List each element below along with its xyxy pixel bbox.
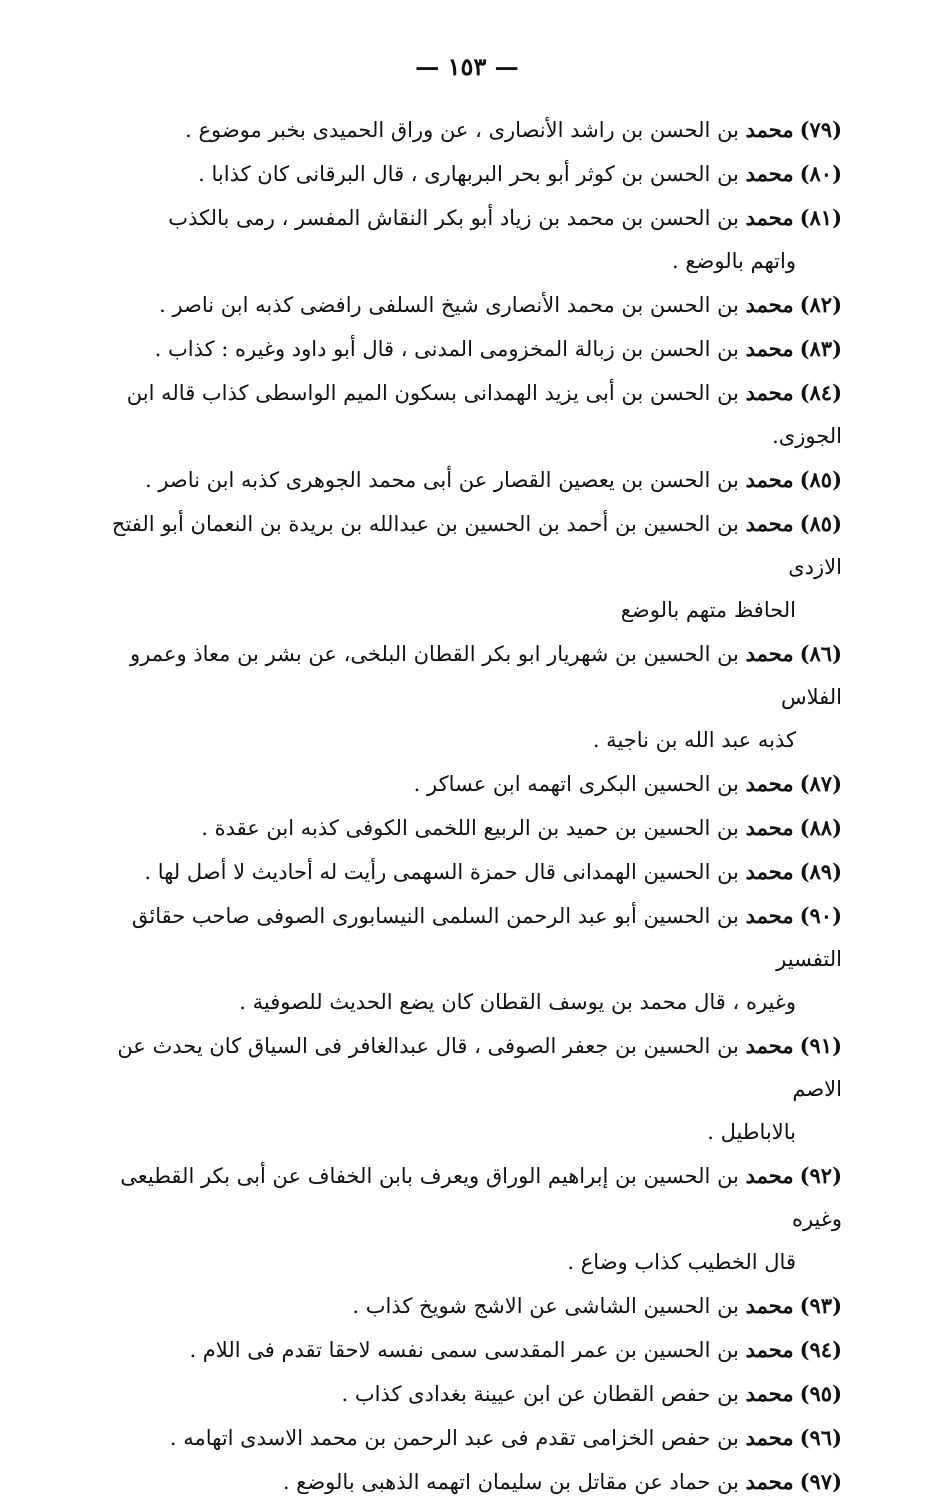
entry-text: بن حماد عن مقاتل بن سليمان اتهمه الذهبى بالوضع . <box>282 1470 739 1494</box>
entry-text: بن الحسين بن أحمد بن الحسين بن عبدالله بن بريدة بن النعمان أبو الفتح الازدى <box>111 512 842 579</box>
entry-number: (٨١) <box>799 205 842 230</box>
entry-number: (٨٠) <box>799 161 842 186</box>
list-item <box>82 196 842 283</box>
entry-name: محمد <box>745 161 794 186</box>
entry-number: (٨٥) <box>799 467 842 492</box>
entry-number: (٩١) <box>799 1033 842 1058</box>
entry-name: محمد <box>745 1469 794 1494</box>
list-item <box>82 371 842 458</box>
entry-number: (٨٥) <box>799 511 842 536</box>
entry-text: بن حفص القطان عن ابن عيينة بغدادى كذاب . <box>341 1382 739 1406</box>
entry-name: محمد <box>745 336 794 361</box>
entry-continuation: وغيره ، قال محمد بن يوسف القطان كان يضع الحديث للصوفية . <box>239 990 796 1014</box>
list-item <box>82 762 842 806</box>
entry-name: محمد <box>745 292 794 317</box>
entry-name: محمد <box>745 205 794 230</box>
entry-number: (٨٧) <box>799 771 842 796</box>
list-item <box>82 108 842 152</box>
entry-name: محمد <box>745 1381 794 1406</box>
list-item <box>82 1328 842 1372</box>
list-item <box>82 1284 842 1328</box>
entry-name: محمد <box>745 117 794 142</box>
entry-number: (٨٩) <box>799 859 842 884</box>
entry-continuation: واتهم بالوضع . <box>671 249 796 273</box>
entry-text: بن الحسين بن حميد بن الربيع اللخمى الكوفى كذبه ابن عقدة . <box>201 816 739 840</box>
entry-number: (٩٠) <box>799 903 842 928</box>
entry-text: بن الحسن بن زبالة المخزومى المدنى ، قال أبو داود وغيره : كذاب . <box>154 337 739 361</box>
list-item <box>82 632 842 762</box>
list-item <box>82 283 842 327</box>
entry-text: بن الحسين بن شهريار ابو بكر القطان البلخى، عن بشر بن معاذ وعمرو الفلاس <box>130 642 842 709</box>
entry-text: بن الحسين بن إبراهيم الوراق ويعرف بابن الخفاف عن أبى بكر القطيعى وغيره <box>120 1164 842 1231</box>
entry-name: محمد <box>745 815 794 840</box>
entry-name: محمد <box>745 1163 794 1188</box>
list-item <box>82 502 842 632</box>
entry-number: (٩٢) <box>799 1163 842 1188</box>
entry-list <box>82 108 842 1504</box>
entry-name: محمد <box>745 511 794 536</box>
entry-number: (٧٩) <box>799 117 842 142</box>
entry-text: بن حفص الخزامى تقدم فى عبد الرحمن بن محمد الاسدى اتهامه . <box>169 1426 739 1450</box>
list-item <box>82 1024 842 1154</box>
entry-name: محمد <box>745 1425 794 1450</box>
entry-text: بن الحسين بن عمر المقدسى سمى نفسه لاحقا تقدم فى اللام . <box>189 1338 739 1362</box>
entry-text: بن الحسين الهمدانى قال حمزة السهمى رأيت له أحاديث لا أصل لها . <box>144 860 739 884</box>
entry-number: (٩٤) <box>799 1337 842 1362</box>
entry-text: بن الحسن بن أبى يزيد الهمدانى بسكون الميم الواسطى كذاب قاله ابن الجوزى. <box>126 381 842 448</box>
list-item <box>82 894 842 1024</box>
entry-number: (٩٣) <box>799 1293 842 1318</box>
entry-name: محمد <box>745 641 794 666</box>
entry-name: محمد <box>745 1337 794 1362</box>
entry-name: محمد <box>745 771 794 796</box>
entry-name: محمد <box>745 467 794 492</box>
entry-text: بن الحسين بن جعفر الصوفى ، قال عبدالغافر فى السياق كان يحدث عن الاصم <box>117 1034 842 1101</box>
entry-text: بن الحسن بن محمد الأنصارى شيخ السلفى رافضى كذبه ابن ناصر . <box>159 293 739 317</box>
entry-continuation: بالاباطيل . <box>707 1120 796 1144</box>
list-item <box>82 458 842 502</box>
entry-text: بن الحسين الشاشى عن الاشج شويخ كذاب . <box>352 1294 739 1318</box>
entry-text: بن الحسن بن راشد الأنصارى ، عن وراق الحميدى بخبر موضوع . <box>185 118 739 142</box>
list-item <box>82 1460 842 1504</box>
list-item <box>82 1416 842 1460</box>
entry-number: (٩٧) <box>799 1469 842 1494</box>
entry-name: محمد <box>745 903 794 928</box>
entry-text: بن الحسين أبو عبد الرحمن السلمى النيسابورى الصوفى صاحب حقائق التفسير <box>131 904 842 971</box>
entry-number: (٨٨) <box>799 815 842 840</box>
entry-continuation: الحافظ متهم بالوضع <box>620 598 796 622</box>
entry-text: بن الحسن بن محمد بن زياد أبو بكر النقاش المفسر ، رمى بالكذب <box>168 206 739 230</box>
entry-number: (٩٥) <box>799 1381 842 1406</box>
list-item <box>82 1154 842 1284</box>
entry-name: محمد <box>745 859 794 884</box>
entry-number: (٨٤) <box>799 380 842 405</box>
entry-name: محمد <box>745 380 794 405</box>
list-item <box>82 152 842 196</box>
entry-number: (٨٢) <box>799 292 842 317</box>
entry-name: محمد <box>745 1033 794 1058</box>
list-item <box>82 806 842 850</box>
list-item <box>82 327 842 371</box>
entry-number: (٨٣) <box>799 336 842 361</box>
entry-name: محمد <box>745 1293 794 1318</box>
list-item <box>82 850 842 894</box>
entry-continuation: قال الخطيب كذاب وضاع . <box>567 1250 796 1274</box>
page-number: — ١٥٣ — <box>415 52 519 81</box>
entry-text: بن الحسن بن كوثر أبو بحر البربهارى ، قال البرقانى كان كذابا . <box>198 162 739 186</box>
entry-number: (٨٦) <box>799 641 842 666</box>
entry-text: بن الحسين البكرى اتهمه ابن عساكر . <box>413 772 739 796</box>
entry-text: بن الحسن بن يعصين القصار عن أبى محمد الجوهرى كذبه ابن ناصر . <box>144 468 739 492</box>
entry-number: (٩٦) <box>799 1425 842 1450</box>
entry-continuation: كذبه عبد الله بن ناجية . <box>592 728 796 752</box>
list-item <box>82 1372 842 1416</box>
